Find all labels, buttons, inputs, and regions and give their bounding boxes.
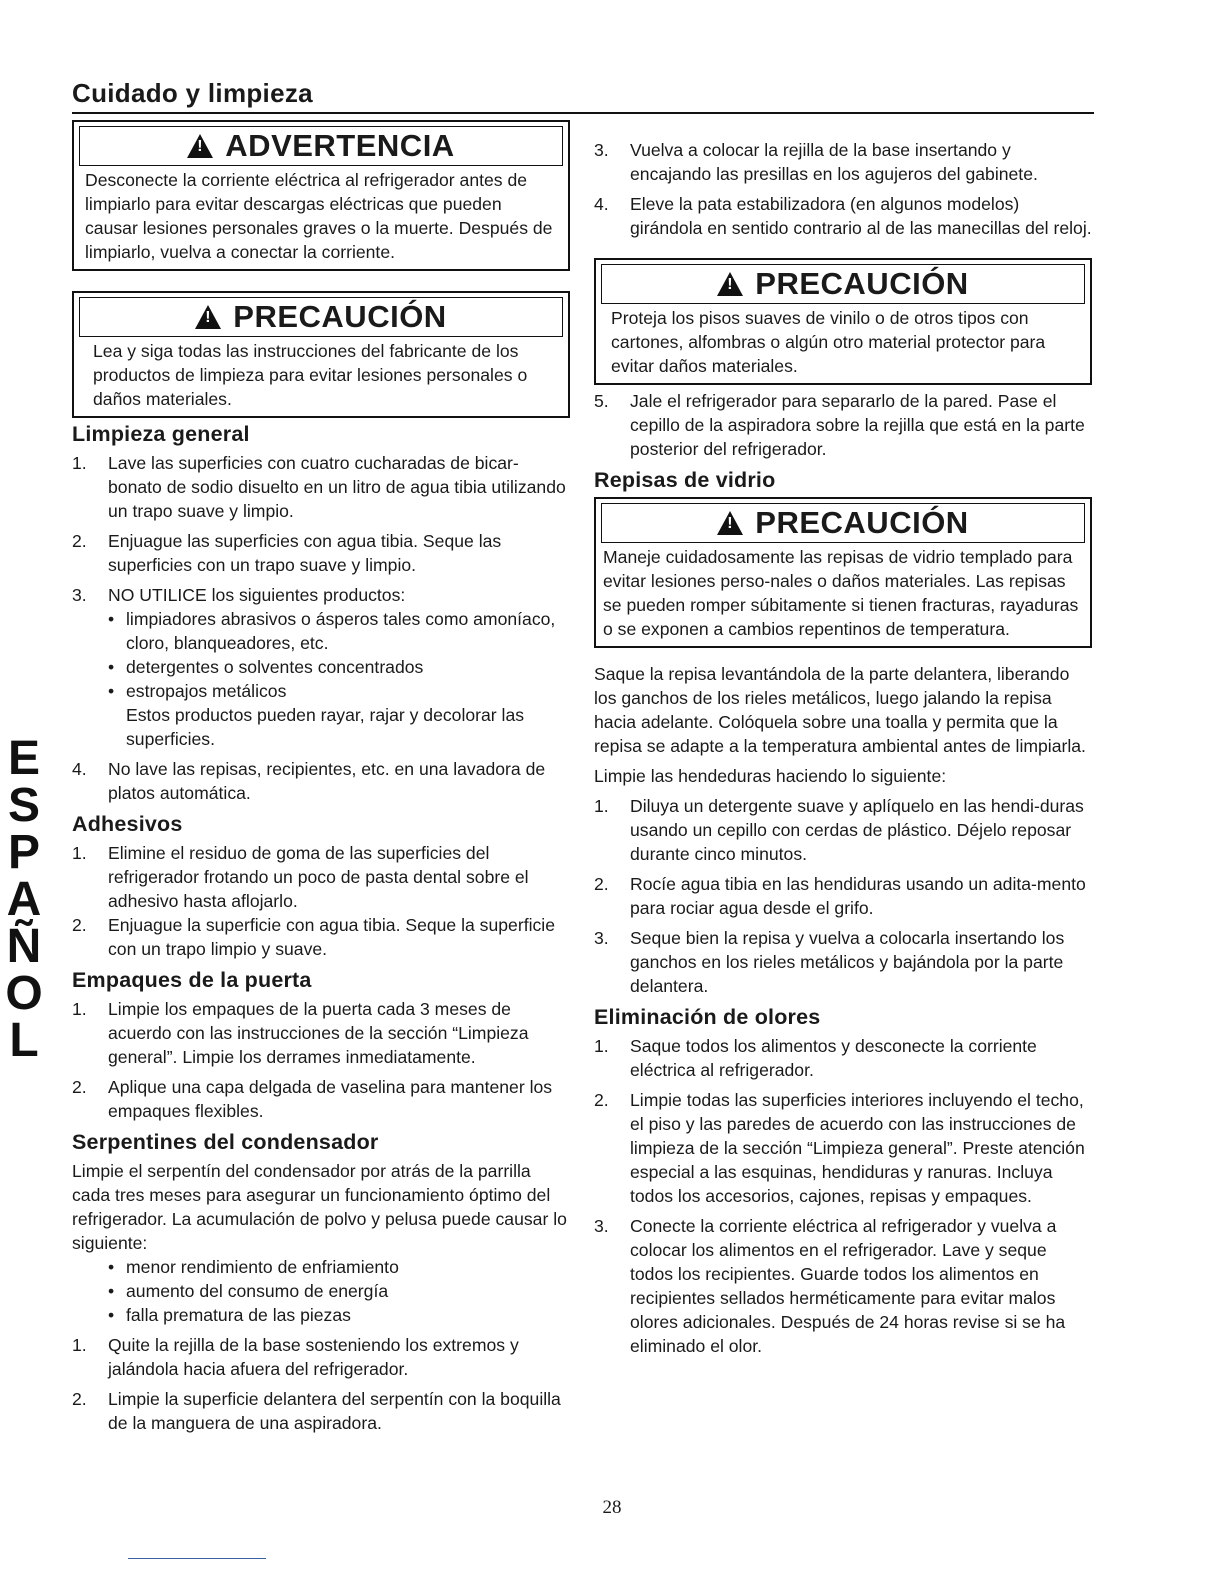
bullet-icon: • <box>108 1257 115 1277</box>
list-text: NO UTILICE los siguientes productos: <box>108 585 406 605</box>
list-item <box>72 913 572 961</box>
list-text: Enjuague las superficies con agua tibia. Seque las superficies con un trapo suave y limpio. <box>108 531 502 575</box>
page-title: Cuidado y limpieza <box>72 78 313 108</box>
list-item <box>72 529 572 577</box>
list-item <box>72 997 572 1069</box>
list-number: 5. <box>594 391 609 411</box>
caution-box <box>72 291 570 418</box>
list-number: 1. <box>72 999 87 1019</box>
bullet-item <box>72 1279 572 1303</box>
list-text: Conecte la corriente eléctrica al refrigerador y vuelva a colocar los alimentos en el refrigerador. Lave y seque todos los recipientes. Guarde todos los alimentos en recipientes sellados herméticamente para evitar malos olores adicionales. Después de 24 horas revise si se ha eliminado el olor. <box>630 1216 1066 1356</box>
bullet-text: falla prematura de las piezas <box>126 1305 351 1325</box>
list-number: 3. <box>594 1216 609 1236</box>
title-rule <box>72 112 1094 114</box>
bullet-item <box>72 1303 572 1327</box>
list-item <box>594 926 1094 998</box>
list-number: 2. <box>594 874 609 894</box>
warning-title <box>79 126 563 166</box>
list-text: Saque todos los alimentos y desconecte la corriente eléctrica al refrigerador. <box>630 1036 1037 1080</box>
section-heading: Limpieza general <box>72 422 250 446</box>
bullet-item <box>72 679 572 703</box>
list-item <box>594 1214 1094 1358</box>
bullet-item <box>72 655 572 679</box>
list-number: 2. <box>72 531 87 551</box>
list-item <box>594 872 1094 920</box>
list-text: Diluya un detergente suave y aplíquelo en las hendi-duras usando un cepillo con cerdas de plástico. Déjelo reposar durante cinco minutos. <box>630 796 1084 864</box>
list-text: Rocíe agua tibia en las hendiduras usando un adita-mento para rociar agua desde el grifo. <box>630 874 1086 918</box>
list-item <box>72 1075 572 1123</box>
footer-rule <box>128 1558 266 1559</box>
caution-text: Maneje cuidadosamente las repisas de vidrio templado para evitar lesiones perso-nales o daños materiales. Las repisas se pueden romper súbitamente si tienen fracturas, rayaduras o se exponen a cambios repentinos de temperatura. <box>603 547 1079 639</box>
list-text: No lave las repisas, recipientes, etc. en una lavadora de platos automática. <box>108 759 546 803</box>
list-number: 2. <box>594 1090 609 1110</box>
list-item <box>72 583 572 607</box>
caution-box <box>594 497 1092 648</box>
warning-triangle-icon <box>187 134 213 158</box>
list-item <box>594 1034 1094 1082</box>
list-number: 1. <box>72 1335 87 1355</box>
side-tab-letter: S <box>7 779 40 832</box>
caution-label: PRECAUCIÓN <box>755 266 969 301</box>
bullet-text: menor rendimiento de enfriamiento <box>126 1257 399 1277</box>
list-text: Vuelva a colocar la rejilla de la base insertando y encajando las presillas en los agujeros del gabinete. <box>630 140 1038 184</box>
bullet-text: estropajos metálicos <box>126 681 287 701</box>
bullet-icon: • <box>108 1305 115 1325</box>
paragraph: Limpie las hendeduras haciendo lo siguiente: <box>594 766 947 786</box>
caution-title <box>79 297 563 337</box>
caution-title <box>601 503 1085 543</box>
list-item <box>594 138 1094 186</box>
list-number: 1. <box>72 843 87 863</box>
list-text: Jale el refrigerador para separarlo de la pared. Pase el cepillo de la aspiradora sobre la rejilla que está en la parte posterior del refrigerador. <box>630 391 1085 459</box>
list-item <box>594 794 1094 866</box>
list-item <box>72 757 572 805</box>
list-text: Seque bien la repisa y vuelva a colocarla insertando los ganchos en los rieles metálicos y bajándola por la parte delantera. <box>630 928 1065 996</box>
list-number: 1. <box>72 453 87 473</box>
bullet-text: detergentes o solventes concentrados <box>126 657 424 677</box>
list-text: Aplique una capa delgada de vaselina para mantener los empaques flexibles. <box>108 1077 553 1121</box>
bullet-icon: • <box>108 1281 115 1301</box>
list-item <box>594 1088 1094 1208</box>
list-text: Limpie la superficie delantera del serpentín con la boquilla de la manguera de una aspiradora. <box>108 1389 561 1433</box>
warning-triangle-icon <box>717 511 743 535</box>
bullet-icon: • <box>108 609 115 629</box>
list-number: 4. <box>72 759 87 779</box>
list-number: 3. <box>594 928 609 948</box>
list-number: 3. <box>72 585 87 605</box>
list-text: Elimine el residuo de goma de las superficies del refrigerador frotando un poco de pasta dental sobre el adhesivo hasta aflojarlo. <box>108 843 529 911</box>
list-number: 4. <box>594 194 609 214</box>
paragraph: Limpie el serpentín del condensador por atrás de la parrilla cada tres meses para asegurar un funcionamiento óptimo del refrigerador. La acumulación de polvo y pelusa puede causar lo siguiente: <box>72 1161 567 1253</box>
section-heading: Eliminación de olores <box>594 1005 821 1029</box>
bullet-icon: • <box>108 681 115 701</box>
list-text: Lave las superficies con cuatro cucharadas de bicar-bonato de sodio disuelto en un litro de agua tibia utilizando un trapo suave y limpio. <box>108 453 566 521</box>
caution-box <box>594 258 1092 385</box>
list-text: Quite la rejilla de la base sosteniendo los extremos y jalándola hacia afuera del refrigerador. <box>108 1335 519 1379</box>
paragraph: Saque la repisa levantándola de la parte delantera, liberando los ganchos de los rieles metálicos, luego jalando la repisa hacia adelante. Colóquela sobre una toalla y permita que la repisa se adapte a la temperatura ambiental antes de limpiarla. <box>594 664 1086 756</box>
right-column <box>594 138 1094 1364</box>
list-number: 1. <box>594 796 609 816</box>
side-tab-letter: L <box>9 1014 39 1067</box>
side-tab-letter: P <box>7 826 40 879</box>
section-heading: Repisas de vidrio <box>594 468 776 492</box>
side-tab-letter: E <box>7 732 40 785</box>
list-item <box>72 841 572 913</box>
list-item <box>72 1387 572 1435</box>
list-text: Limpie todas las superficies interiores incluyendo el techo, el piso y las paredes de acuerdo con las instrucciones de limpieza de la sección “Limpieza general”. Preste atención especial a las esquinas, hendiduras y ranuras. Incluya todos los accesorios, cajones, repisas y empaques. <box>630 1090 1085 1206</box>
bullet-note: Estos productos pueden rayar, rajar y decolorar las superficies. <box>126 705 525 749</box>
caution-text: Proteja los pisos suaves de vinilo o de otros tipos con cartones, alfombras o algún otro material protector para evitar daños materiales. <box>611 308 1046 376</box>
section-heading: Empaques de la puerta <box>72 968 312 992</box>
list-number: 2. <box>72 1389 87 1409</box>
list-number: 2. <box>72 915 87 935</box>
warning-triangle-icon <box>195 305 221 329</box>
list-item <box>72 1333 572 1381</box>
warning-label: ADVERTENCIA <box>225 128 455 163</box>
list-text: Enjuague la superficie con agua tibia. Seque la superficie con un trapo limpio y suave. <box>108 915 555 959</box>
caution-text: Lea y siga todas las instrucciones del fabricante de los productos de limpieza para evitar lesiones personales o daños materiales. <box>93 341 528 409</box>
list-item <box>594 192 1094 240</box>
section-heading: Adhesivos <box>72 812 183 836</box>
left-column <box>72 120 572 1441</box>
side-tab-letter: A <box>6 873 42 926</box>
list-number: 2. <box>72 1077 87 1097</box>
warning-box <box>72 120 570 271</box>
side-tab-letter: O <box>5 967 43 1020</box>
caution-label: PRECAUCIÓN <box>755 505 969 540</box>
bullet-icon: • <box>108 657 115 677</box>
caution-title <box>601 264 1085 304</box>
list-text: Limpie los empaques de la puerta cada 3 meses de acuerdo con las instrucciones de la sección “Limpieza general”. Limpie los derrames inmediatamente. <box>108 999 529 1067</box>
list-number: 1. <box>594 1036 609 1056</box>
list-text: Eleve la pata estabilizadora (en algunos modelos) girándola en sentido contrario al de las manecillas del reloj. <box>630 194 1092 238</box>
list-item <box>72 451 572 523</box>
list-number: 3. <box>594 140 609 160</box>
warning-triangle-icon <box>717 272 743 296</box>
side-tab-letter: Ñ <box>6 920 42 973</box>
warning-text: Desconecte la corriente eléctrica al refrigerador antes de limpiarlo para evitar descargas eléctricas que pueden causar lesiones personales graves o la muerte. Después de limpiarlo, vuelva a conectar la corriente. <box>85 170 553 262</box>
bullet-text: aumento del consumo de energía <box>126 1281 389 1301</box>
bullet-item <box>72 607 572 655</box>
bullet-text: limpiadores abrasivos o ásperos tales como amoníaco, cloro, blanqueadores, etc. <box>126 609 556 653</box>
section-heading: Serpentines del condensador <box>72 1130 379 1154</box>
bullet-item <box>72 1255 572 1279</box>
language-side-tab <box>2 732 46 1067</box>
caution-label: PRECAUCIÓN <box>233 299 447 334</box>
list-item <box>594 389 1094 461</box>
page-number: 28 <box>602 1497 622 1518</box>
